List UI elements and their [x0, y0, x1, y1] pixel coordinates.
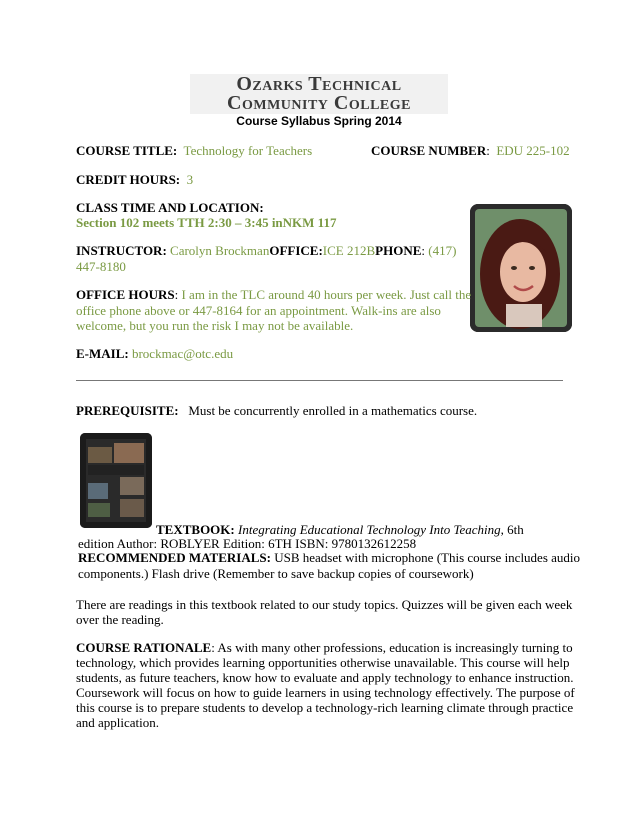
- rationale-row: [76, 640, 573, 656]
- office-hours-line2: office phone above or 447-8164 for an appointment. Walk-ins are also: [76, 303, 441, 318]
- prerequisite-value: Must be concurrently enrolled in a mathematics course.: [188, 403, 478, 418]
- textbook-edition-suffix: , 6th: [500, 522, 524, 537]
- instructor-label: INSTRUCTOR:: [76, 243, 167, 258]
- class-time-value: Section 102 meets TTH 2:30 – 3:45 inNKM 117: [76, 215, 337, 230]
- prerequisite-label: PREREQUISITE:: [76, 403, 179, 418]
- readings-line1: There are readings in this textbook related to our study topics. Quizzes will be given each week: [76, 597, 573, 612]
- office-label: OFFICE:: [269, 243, 323, 258]
- recommended-label: RECOMMENDED MATERIALS:: [78, 550, 271, 565]
- instructor-photo-image: [470, 204, 572, 332]
- college-logo: [190, 74, 448, 114]
- rationale-line6: and application.: [76, 715, 160, 730]
- rationale-line5: this course is to prepare students to develop a technology-rich learning climate through practice: [76, 700, 574, 715]
- prerequisite-row: [76, 403, 477, 419]
- rationale-line3: students, as future teachers, know how to evaluate and apply technology to enhance instruction.: [76, 670, 574, 685]
- email-label: E-MAIL:: [76, 346, 129, 361]
- logo-line-1: Ozarks Technical: [236, 73, 402, 95]
- phone-colon: :: [421, 243, 426, 258]
- course-number-label: COURSE NUMBER: [371, 143, 487, 158]
- email-row: [76, 346, 233, 362]
- syllabus-subtitle: Course Syllabus Spring 2014: [236, 114, 402, 128]
- instructor-name: Carolyn Brockman: [170, 243, 270, 258]
- instructor-row: [76, 243, 456, 259]
- office-hours-line1: I am in the TLC around 40 hours per week. Just call the: [181, 287, 472, 302]
- rationale-colon: :: [211, 640, 215, 655]
- textbook-details: edition Author: ROBLYER Edition: 6TH ISBN: 9780132612258: [78, 536, 417, 551]
- office-value: ICE 212B: [322, 243, 376, 258]
- course-title-value: Technology for Teachers: [183, 143, 313, 158]
- readings-line2: over the reading.: [76, 612, 164, 627]
- phone-value-part1: (417): [428, 243, 457, 258]
- class-time-label: CLASS TIME AND LOCATION:: [76, 200, 264, 215]
- rationale-label: COURSE RATIONALE: [76, 640, 212, 655]
- course-title-row: [76, 143, 312, 159]
- textbook-label: TEXTBOOK:: [156, 522, 235, 537]
- instructor-photo: [470, 204, 572, 332]
- course-number-colon: :: [486, 143, 490, 158]
- recommended-line1: USB headset with microphone (This course includes audio: [274, 550, 581, 565]
- phone-value-part2: 447-8180: [76, 259, 126, 274]
- course-number-value: EDU 225-102: [496, 143, 570, 158]
- credit-hours-value: 3: [186, 172, 194, 187]
- textbook-cover-art: [80, 433, 152, 528]
- phone-label: PHONE: [375, 243, 422, 258]
- office-hours-label: OFFICE HOURS: [76, 287, 175, 302]
- course-number-row: [371, 143, 570, 159]
- email-value[interactable]: brockmac@otc.edu: [131, 346, 234, 361]
- textbook-title: Integrating Educational Technology Into Teaching: [238, 522, 501, 537]
- course-title-label: COURSE TITLE:: [76, 143, 178, 158]
- office-hours-colon: :: [174, 287, 179, 302]
- credit-hours-label: CREDIT HOURS:: [76, 172, 181, 187]
- recommended-row: [78, 550, 580, 566]
- credit-hours-row: [76, 172, 193, 188]
- rationale-line4: Coursework will focus on how to guide learners in using technology effectively. The purpose of: [76, 685, 575, 700]
- office-hours-line3: welcome, but you run the risk I may not be available.: [76, 318, 354, 333]
- recommended-line2: components.) Flash drive (Remember to save backup copies of coursework): [78, 566, 474, 581]
- horizontal-divider: [76, 380, 563, 381]
- logo-line-2: Community College: [227, 92, 411, 114]
- rationale-line1: As with many other professions, education is increasingly turning to: [217, 640, 573, 655]
- office-hours-row: [76, 287, 471, 303]
- textbook-cover-image: [80, 433, 152, 528]
- rationale-line2: technology, which provides learning opportunities otherwise unavailable. This course will help: [76, 655, 570, 670]
